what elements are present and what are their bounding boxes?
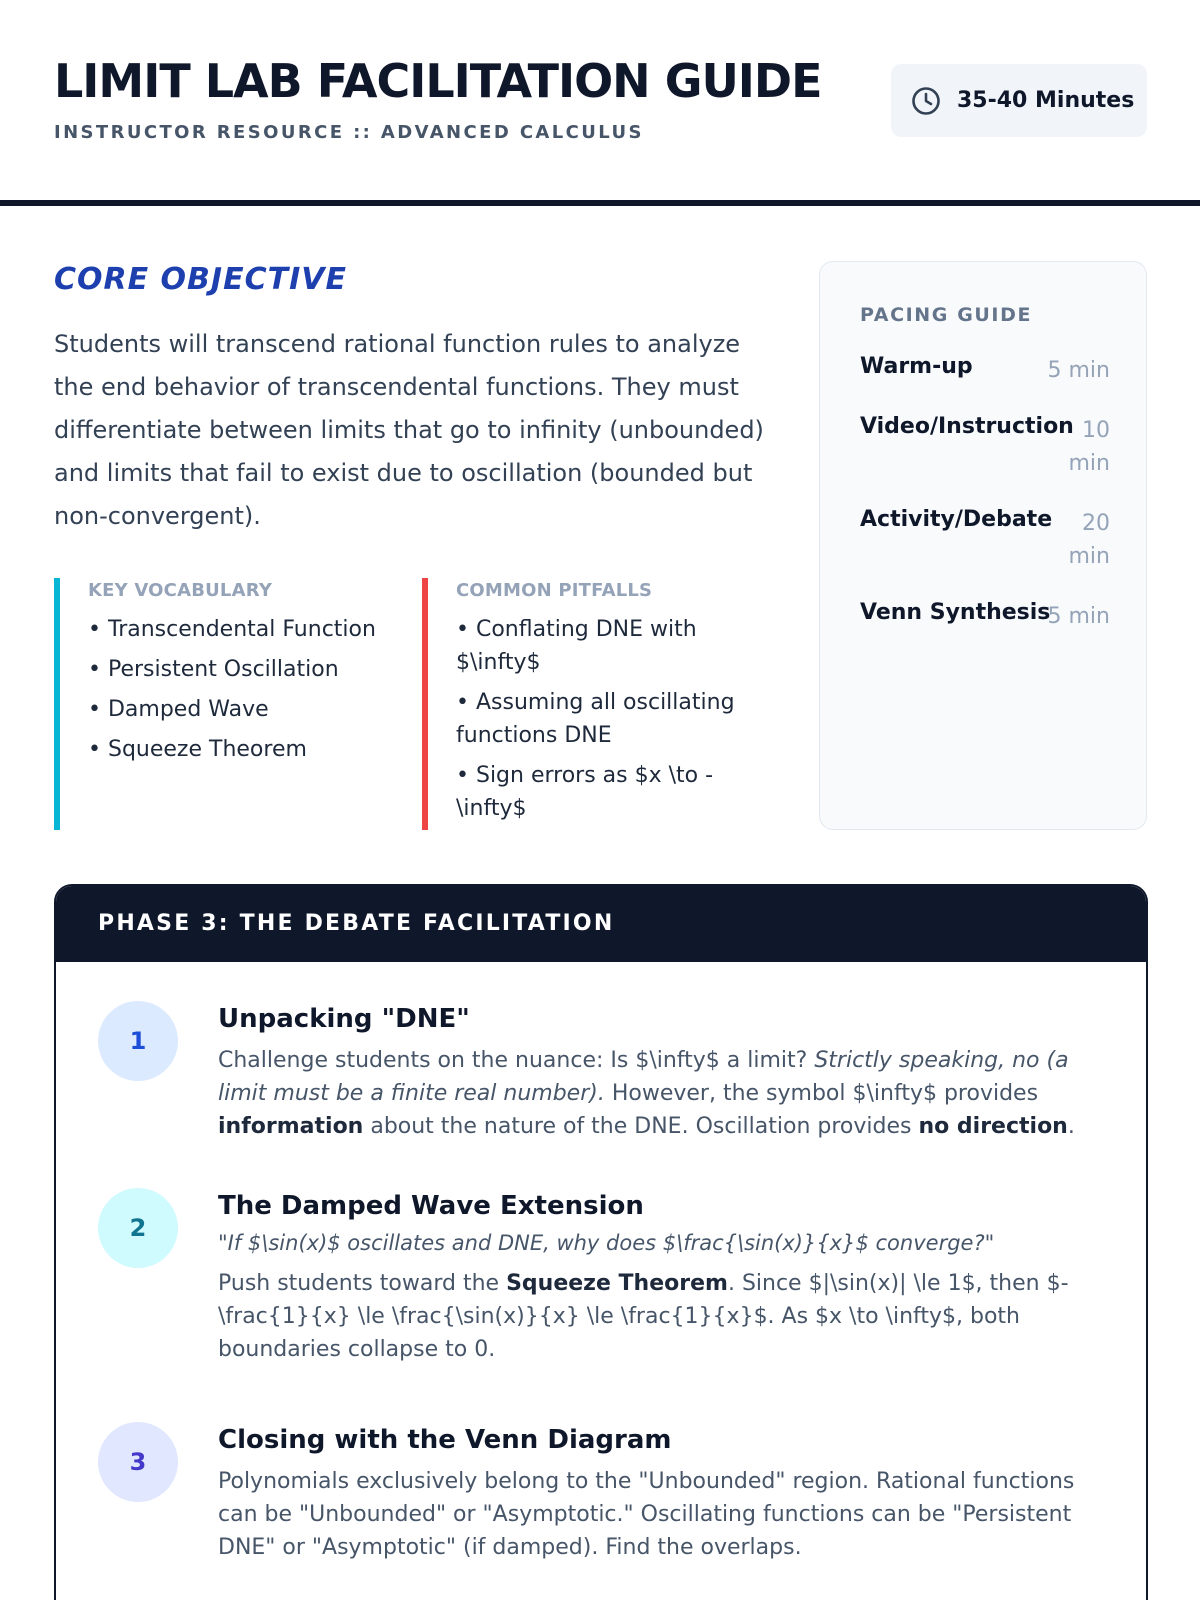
step-number-badge: 1 xyxy=(98,1001,178,1081)
pitfall-item: • Conflating DNE with $\infty$ xyxy=(456,613,782,679)
step-3 xyxy=(218,1425,1108,1564)
pacing-row-time: 20 min xyxy=(1068,511,1110,569)
common-pitfalls-heading: COMMON PITFALLS xyxy=(456,580,653,601)
vocab-item: • Persistent Oscillation xyxy=(88,653,394,686)
step-2 xyxy=(218,1191,1108,1366)
step-number-badge: 3 xyxy=(98,1422,178,1502)
pacing-row-time: 5 min xyxy=(1047,604,1110,629)
pitfall-item: • Sign errors as $x \to -\infty$ xyxy=(456,759,782,825)
step-title: The Damped Wave Extension xyxy=(218,1191,644,1221)
step-text-italic: Strictly speaking, no (a limit must be a finite real number). xyxy=(218,1048,1069,1106)
pacing-row-name: Activity/Debate xyxy=(860,507,1053,532)
step-title: Closing with the Venn Diagram xyxy=(218,1425,672,1455)
step-1 xyxy=(218,1004,1108,1143)
pacing-row-name: Venn Synthesis xyxy=(860,600,1051,625)
pacing-row-name: Warm-up xyxy=(860,354,973,379)
step-text-bold: information xyxy=(218,1114,364,1139)
step-text-part: about the nature of the DNE. Oscillation provides xyxy=(363,1114,919,1139)
step-number-badge: 2 xyxy=(98,1188,178,1268)
core-objective-text: Students will transcend rational function rules to analyze the end behavior of transcendental functions. They must differentiate between limits that go to infinity (unbounded) and limits that fail to exist due to oscillation (bounded but non-convergent). xyxy=(54,330,764,530)
page-title: LIMIT LAB FACILITATION GUIDE xyxy=(54,54,822,108)
key-vocabulary-heading: KEY VOCABULARY xyxy=(88,580,273,601)
step-text xyxy=(218,1044,1108,1143)
step-text-part: Push students toward the xyxy=(218,1271,507,1296)
step-text-part: . Since $|\sin(x)| \le 1$, then $-\frac{1}{x} \le \frac{\sin(x)}{x} \le \frac{1}{x}$. As $x \to \infty$, both boundaries collapse to 0. xyxy=(218,1271,1069,1362)
key-vocabulary xyxy=(54,578,394,830)
pitfall-item: • Assuming all oscillating functions DNE xyxy=(456,686,782,752)
pacing-row-time: 5 min xyxy=(1047,358,1110,383)
page-subtitle: INSTRUCTOR RESOURCE :: ADVANCED CALCULUS xyxy=(54,122,644,143)
step-text-part: Challenge students on the nuance: Is $\infty$ a limit? xyxy=(218,1048,815,1073)
pacing-row-time: 10 min xyxy=(1068,418,1110,476)
vocab-item: • Transcendental Function xyxy=(88,613,394,646)
step-text-part: . xyxy=(1067,1114,1075,1139)
vocab-item: • Squeeze Theorem xyxy=(88,733,394,766)
vocab-item: • Damped Wave xyxy=(88,693,394,726)
duration-label: 35-40 Minutes xyxy=(957,88,1135,113)
page-header xyxy=(0,0,1200,206)
step-quote: "If $\sin(x)$ oscillates and DNE, why does $\frac{\sin(x)}{x}$ converge?" xyxy=(218,1231,995,1255)
pacing-row-name: Video/Instruction xyxy=(860,414,1074,439)
common-pitfalls xyxy=(422,578,782,830)
phase-card xyxy=(54,884,1148,1600)
step-text xyxy=(218,1267,1108,1366)
duration-badge xyxy=(891,64,1147,137)
step-text: Polynomials exclusively belong to the "Unbounded" region. Rational functions can be "Unbounded" or "Asymptotic." Oscillating functions can be "Persistent DNE" or "Asymptotic" (if damped). Find the overlaps. xyxy=(218,1469,1075,1560)
clock-icon xyxy=(911,86,941,116)
step-text-bold: Squeeze Theorem xyxy=(506,1271,728,1296)
step-text-bold: no direction xyxy=(918,1114,1068,1139)
step-text-part: However, the symbol $\infty$ provides xyxy=(604,1081,1039,1106)
pacing-guide-heading: PACING GUIDE xyxy=(860,304,1033,326)
step-title: Unpacking "DNE" xyxy=(218,1004,470,1034)
pacing-guide xyxy=(819,261,1147,830)
core-objective-heading: CORE OBJECTIVE xyxy=(54,262,347,297)
phase-heading: PHASE 3: THE DEBATE FACILITATION xyxy=(56,886,1146,962)
